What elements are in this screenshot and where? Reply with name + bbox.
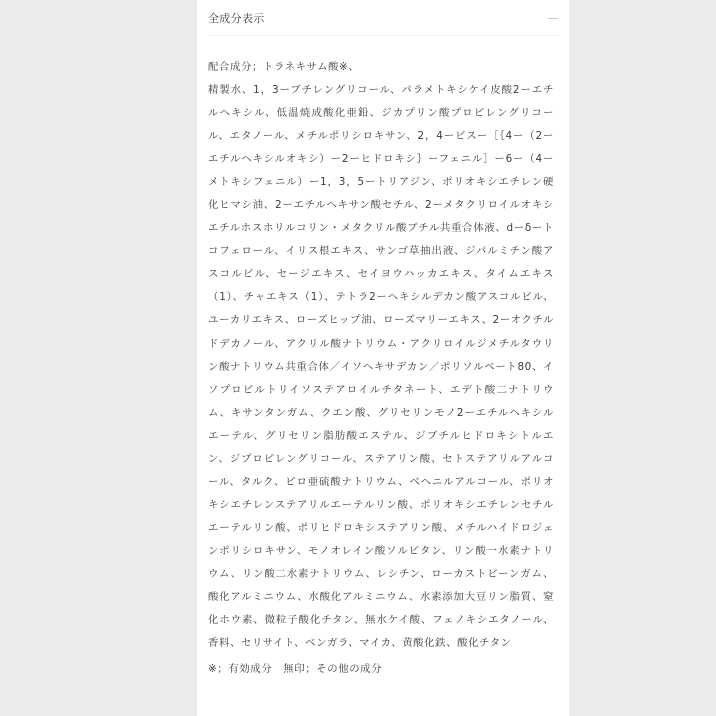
legend-note: ※；有効成分 無印；その他の成分	[208, 663, 383, 676]
divider	[208, 35, 560, 36]
ingredients-panel	[197, 0, 569, 716]
ingredients-list: 精製水、1，3ーブチレングリコール、パラメトキシケイ皮酸2ーエチルヘキシル、低温焼成酸化亜鉛、ジカプリン酸プロピレングリコール、エタノール、メチルポリシロキサン、2，4ービスー［｛4ー（2ーエチルヘキシルオキシ）ー2ーヒドロキシ｝ーフェニル］ー6ー（4ーメトキシフェニル）ー1，3，5ートリアジン、ポリオキシエチレン硬化ヒマシ油、2ーエチルヘキサン酸セチル、2ーメタクリロイルオキシエチルホスホリルコリン・メタクリル酸ブチル共重合体液、dーδートコフェロール、イリス根エキス、サンゴ草抽出液、ジパルミチン酸アスコルビル、セージエキス、セイヨウハッカエキス、タイムエキス（1）、チャエキス（1）、テトラ2ーヘキシルデカン酸アスコルビル、ユーカリエキス、ローズヒップ油、ローズマリーエキス、2ーオクチルドデカノール、アクリル酸ナトリウム・アクリロイルジメチルタウリン酸ナトリウム共重合体／イソヘキサデカン／ポリソルベート80、イソプロピルトリイソステアロイルチタネート、エデト酸二ナトリウム、キサンタンガム、クエン酸、グリセリンモノ2ーエチルヘキシルエーテル、グリセリン脂肪酸エステル、ジブチルヒドロキシトルエン、ジプロピレングリコール、ステアリン酸、セトステアリルアルコール、タルク、ピロ亜硫酸ナトリウム、ベヘニルアルコール、ポリオキシエチレンステアリルエーテルリン酸、ポリオキシエチレンセチルエーテルリン酸、ポリヒドロキシステアリン酸、メチルハイドロジェンポリシロキサン、モノオレイン酸ソルビタン、リン酸一水素ナトリウム、リン酸二水素ナトリウム、レシチン、ローカストビーンガム、酸化アルミニウム、水酸化アルミニウム、水素添加大豆リン脂質、窒化ホウ素、微粒子酸化チタン、無水ケイ酸、フェノキシエタノール、香料、セリサイト、ベンガラ、マイカ、黄酸化鉄、酸化チタン	[208, 84, 554, 650]
active-ingredient-line: 配合成分；トラネキサム酸※、	[208, 61, 360, 73]
section-title: 全成分表示	[208, 12, 265, 25]
collapse-icon[interactable]	[548, 18, 558, 19]
ingredients-content	[208, 56, 554, 679]
accordion-header[interactable]	[208, 7, 560, 29]
